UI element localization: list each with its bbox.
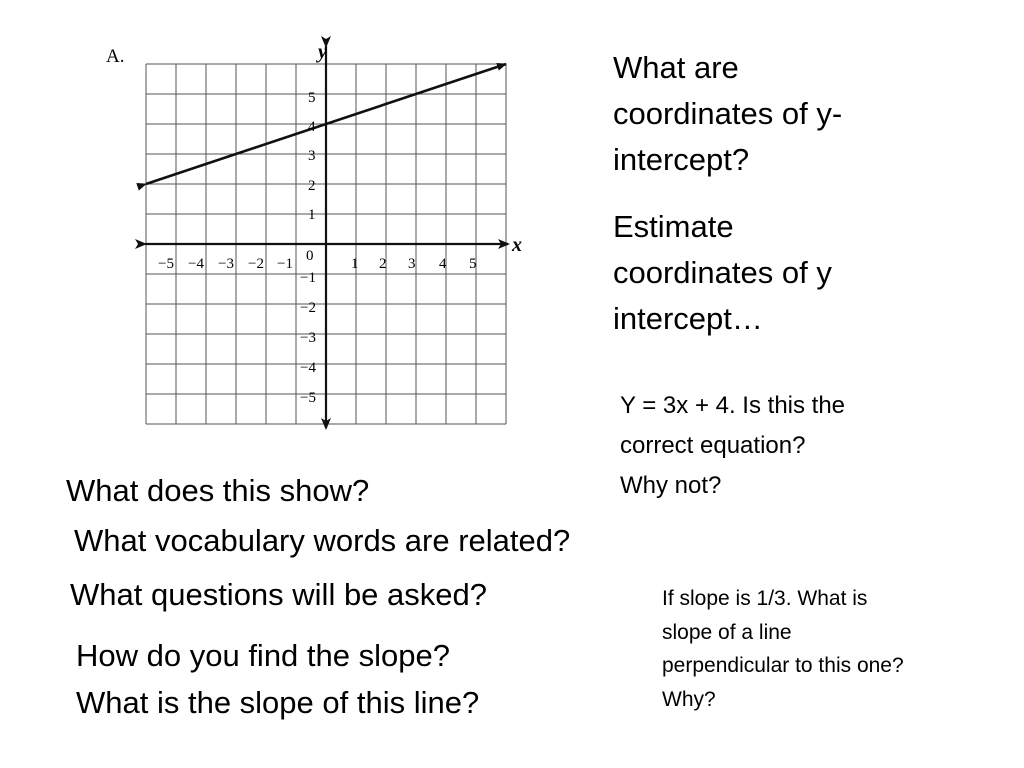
question-line: Why not? bbox=[620, 472, 722, 499]
question-line: Y = 3x + 4. Is this the bbox=[620, 392, 846, 419]
y-tick-label: −1 bbox=[300, 270, 316, 286]
question-line: coordinates of y- bbox=[613, 96, 843, 131]
y-tick-label: 3 bbox=[308, 148, 316, 164]
y-tick-label: 1 bbox=[308, 207, 316, 223]
question-line: Why? bbox=[662, 687, 716, 711]
x-tick-label: 5 bbox=[469, 256, 477, 272]
question-what-questions: What questions will be asked? bbox=[70, 577, 488, 612]
origin-label: 0 bbox=[306, 248, 314, 264]
x-tick-label: 4 bbox=[439, 256, 447, 272]
question-line: If slope is 1/3. What is bbox=[662, 587, 868, 610]
question-slope-of-line: What is the slope of this line? bbox=[76, 685, 480, 720]
y-tick-label: −3 bbox=[300, 330, 316, 346]
question-line: slope of a line bbox=[662, 620, 792, 644]
question-y-intercept-coordinates bbox=[613, 45, 842, 183]
x-tick-label: 1 bbox=[351, 256, 359, 272]
question-vocabulary-words: What vocabulary words are related? bbox=[74, 523, 571, 558]
y-tick-label: 5 bbox=[308, 90, 316, 106]
question-line: What are bbox=[613, 50, 739, 85]
panel-label: A. bbox=[106, 46, 125, 67]
y-axis-label: y bbox=[318, 41, 327, 63]
x-tick-label: −3 bbox=[218, 256, 234, 272]
question-line: coordinates of y bbox=[613, 255, 832, 290]
question-line: perpendicular to this one? bbox=[662, 654, 904, 677]
y-tick-label: −5 bbox=[300, 390, 316, 406]
question-line: intercept… bbox=[613, 301, 763, 336]
x-axis-label: x bbox=[512, 234, 522, 256]
x-tick-label: −1 bbox=[277, 256, 293, 272]
x-tick-label: 3 bbox=[408, 256, 416, 272]
y-tick-label: −4 bbox=[300, 360, 316, 376]
question-line: correct equation? bbox=[620, 432, 806, 459]
x-tick-label: −4 bbox=[188, 256, 204, 272]
x-tick-label: −2 bbox=[248, 256, 264, 272]
question-line: Estimate bbox=[613, 209, 734, 244]
x-tick-label: 2 bbox=[379, 256, 387, 272]
question-correct-equation bbox=[620, 386, 845, 506]
question-line: intercept? bbox=[613, 142, 750, 177]
y-tick-label: −2 bbox=[300, 300, 316, 316]
question-find-slope: How do you find the slope? bbox=[76, 638, 450, 673]
question-what-does-this-show: What does this show? bbox=[66, 473, 370, 508]
question-estimate-y-intercept bbox=[613, 204, 832, 342]
x-tick-label: −5 bbox=[158, 256, 174, 272]
coordinate-graph bbox=[100, 38, 540, 438]
y-tick-label: 2 bbox=[308, 178, 316, 194]
question-perpendicular-slope bbox=[662, 582, 904, 716]
y-tick-label: 4 bbox=[308, 119, 316, 135]
